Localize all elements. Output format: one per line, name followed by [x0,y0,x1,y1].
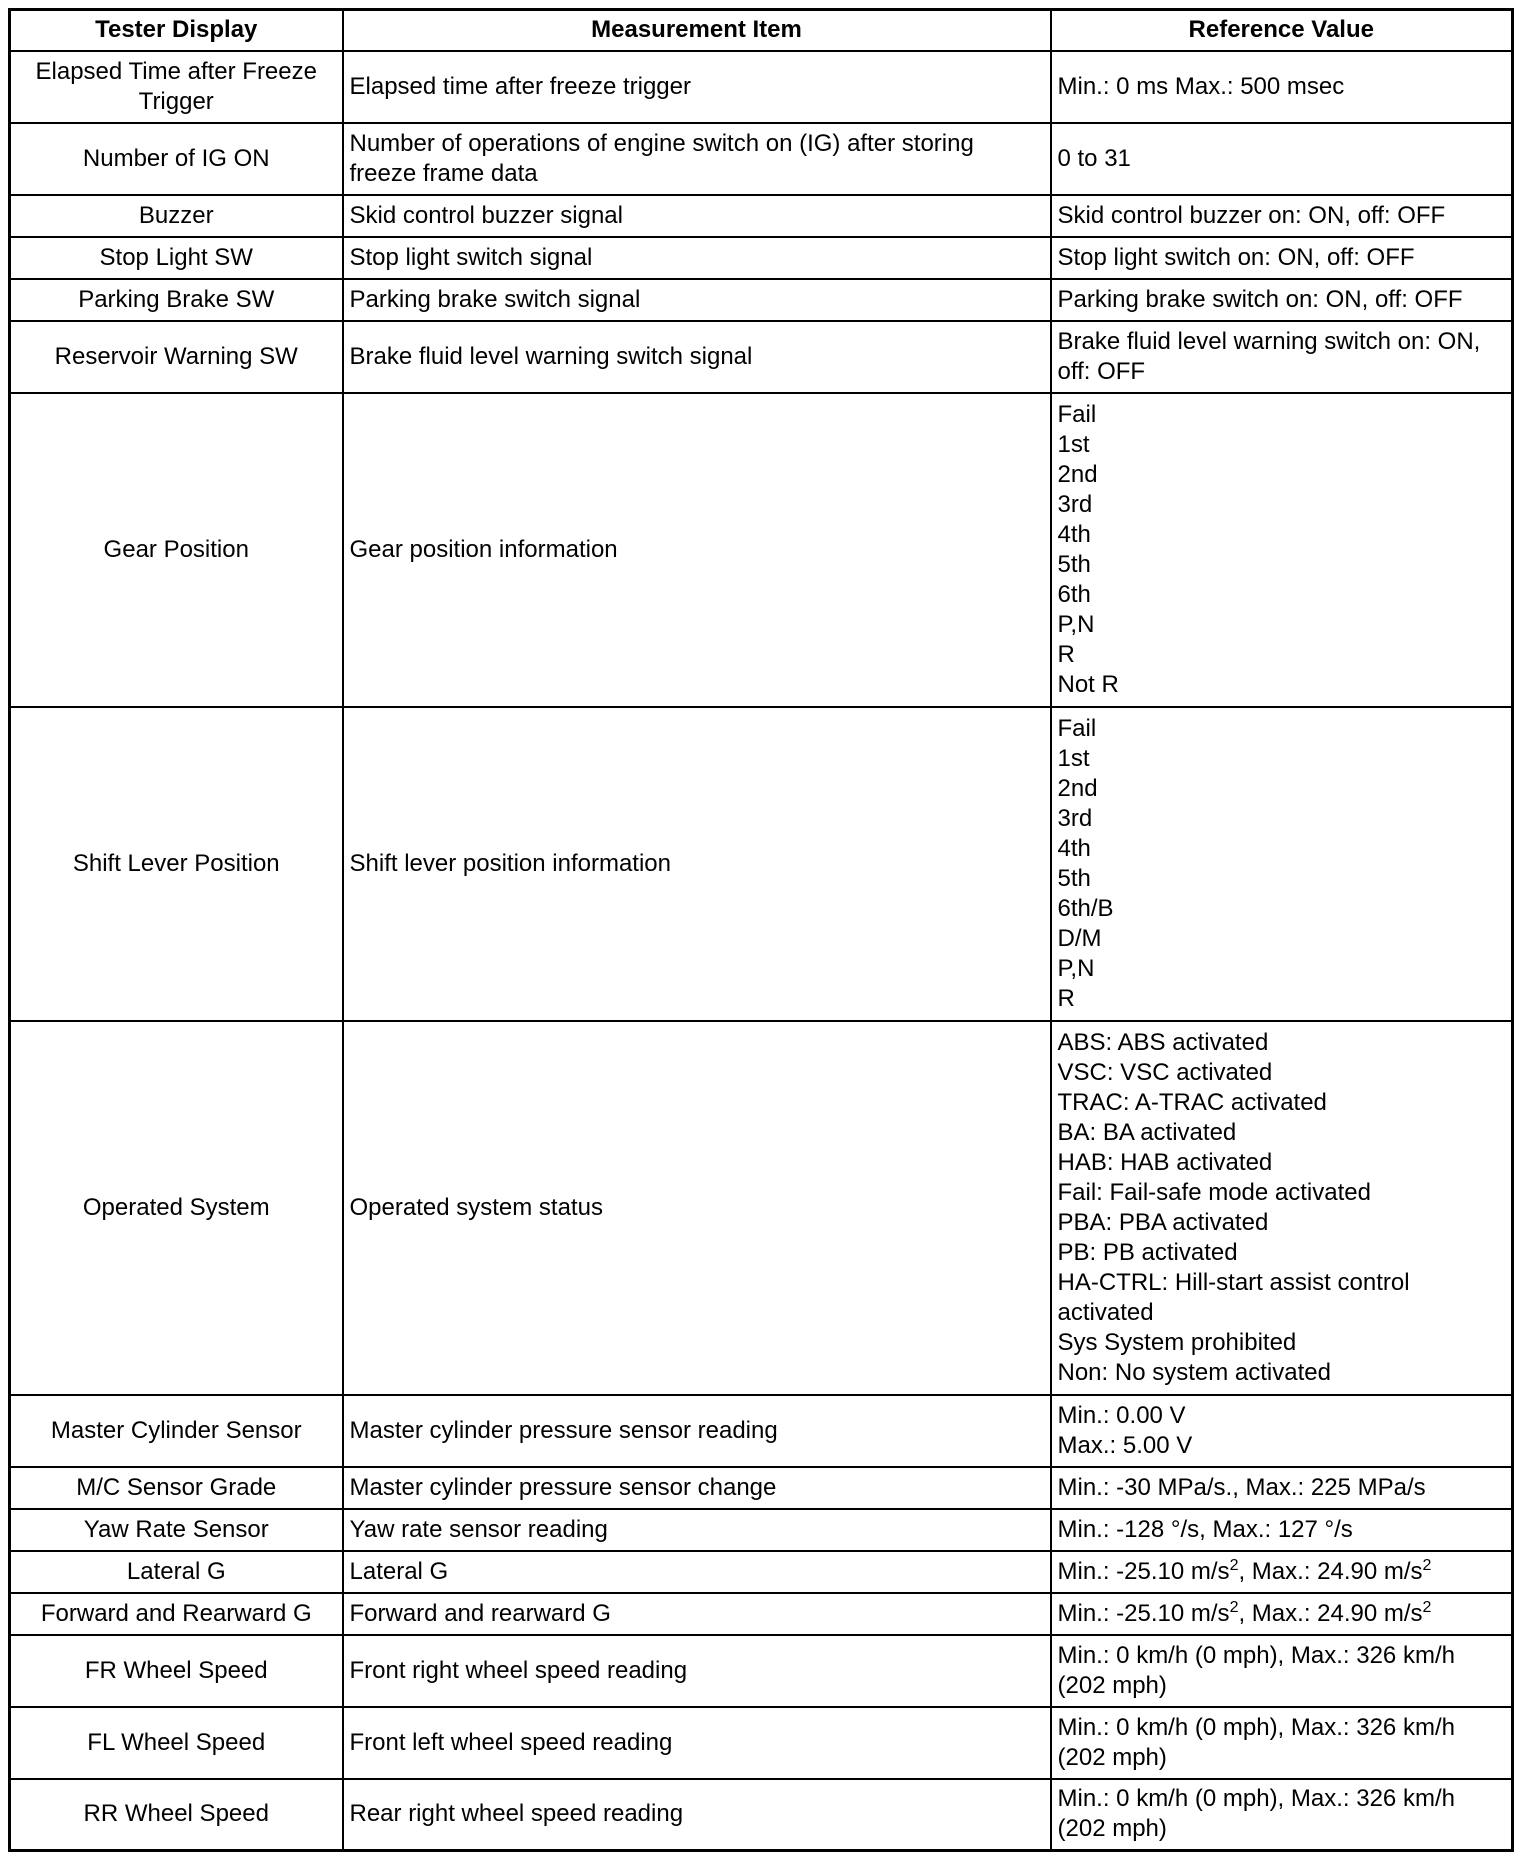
reference-value-line: P,N [1057,954,1095,982]
reference-value-line: TRAC: A-TRAC activated [1057,1088,1327,1116]
measurement-item-cell: Parking brake switch signal [343,279,1051,321]
table-row [10,321,1513,393]
table-row [10,237,1513,279]
tester-display-cell: Number of IG ON [10,123,343,195]
measurement-item-cell: Master cylinder pressure sensor change [343,1467,1051,1509]
reference-value-cell [1051,1021,1513,1395]
measurement-item-cell: Shift lever position information [343,707,1051,1021]
table-row [10,1509,1513,1551]
table-row [10,1635,1513,1707]
table-row [10,1551,1513,1593]
table-row [10,195,1513,237]
reference-value-line: 3rd [1057,490,1093,518]
reference-value-line: R [1057,640,1075,668]
reference-value-line: 2nd [1057,460,1098,488]
reference-value-line: Min.: -128 °/s, Max.: 127 °/s [1057,1515,1353,1543]
reference-value-line: PBA: PBA activated [1057,1208,1269,1236]
reference-value-line: PB: PB activated [1057,1238,1238,1266]
measurement-item-cell: Forward and rearward G [343,1593,1051,1635]
reference-value-line: D/M [1057,924,1102,952]
tester-display-cell: FL Wheel Speed [10,1707,343,1779]
table-row [10,1467,1513,1509]
reference-value-line: Sys System prohibited [1057,1328,1297,1356]
table-header-row [10,10,1513,51]
reference-value-line: 3rd [1057,804,1093,832]
reference-value-cell [1051,707,1513,1021]
tester-display-cell: Reservoir Warning SW [10,321,343,393]
tester-display-cell: Master Cylinder Sensor [10,1395,343,1467]
measurement-item-cell: Front right wheel speed reading [343,1635,1051,1707]
measurement-item-cell: Operated system status [343,1021,1051,1395]
reference-value-line: VSC: VSC activated [1057,1058,1273,1086]
measurement-item-cell: Yaw rate sensor reading [343,1509,1051,1551]
tester-display-cell: Operated System [10,1021,343,1395]
tester-display-cell: Shift Lever Position [10,707,343,1021]
measurement-item-cell: Gear position information [343,393,1051,707]
table-row [10,1395,1513,1467]
reference-value-line: Fail [1057,714,1097,742]
reference-value-cell [1051,1509,1513,1551]
header-measurement-item: Measurement Item [343,10,1051,51]
reference-value-line: 6th/B [1057,894,1114,922]
reference-value-cell [1051,123,1513,195]
reference-value-cell [1051,195,1513,237]
reference-value-line: Min.: -30 MPa/s., Max.: 225 MPa/s [1057,1473,1426,1501]
tester-display-cell: M/C Sensor Grade [10,1467,343,1509]
table-row [10,393,1513,707]
reference-value-line: 6th [1057,580,1091,608]
table-row [10,51,1513,123]
reference-value-line: Max.: 5.00 V [1057,1431,1193,1459]
reference-value-line: Min.: 0 km/h (0 mph), Max.: 326 km/h (202 mph) [1057,1641,1455,1699]
table-row [10,123,1513,195]
reference-value-line: 5th [1057,864,1091,892]
table-row [10,1593,1513,1635]
reference-value-cell [1051,1635,1513,1707]
reference-value-line: Not R [1057,670,1119,698]
table-row [10,1021,1513,1395]
reference-value-cell [1051,321,1513,393]
header-tester-display: Tester Display [10,10,343,51]
tester-display-cell: Forward and Rearward G [10,1593,343,1635]
reference-value-line: Fail [1057,400,1097,428]
measurement-item-cell: Elapsed time after freeze trigger [343,51,1051,123]
reference-value-cell [1051,1395,1513,1467]
header-reference-value: Reference Value [1051,10,1513,51]
reference-value-cell [1051,1593,1513,1635]
measurement-item-cell: Front left wheel speed reading [343,1707,1051,1779]
reference-value-cell [1051,1779,1513,1851]
reference-value-line: P,N [1057,610,1095,638]
reference-value-line: Min.: 0 ms Max.: 500 msec [1057,72,1345,100]
reference-value-line: Min.: -25.10 $m/s^2$, Max.: 24.90 $m/s^2$ [1057,1556,1432,1585]
reference-value-line: HAB: HAB activated [1057,1148,1273,1176]
reference-value-line: Parking brake switch on: ON, off: OFF [1057,285,1463,313]
reference-value-cell [1051,279,1513,321]
data-list-table [8,8,1514,1852]
reference-value-line: Min.: 0 km/h (0 mph), Max.: 326 km/h (202 mph) [1057,1713,1455,1771]
table-row [10,1779,1513,1851]
reference-value-line: 2nd [1057,774,1098,802]
reference-value-line: Brake fluid level warning switch on: ON, off: OFF [1057,327,1481,385]
reference-value-cell [1051,393,1513,707]
tester-display-cell: Gear Position [10,393,343,707]
reference-value-cell [1051,51,1513,123]
tester-display-cell: Elapsed Time after Freeze Trigger [10,51,343,123]
measurement-item-cell: Master cylinder pressure sensor reading [343,1395,1051,1467]
reference-value-line: 1st [1057,430,1090,458]
reference-value-cell [1051,1707,1513,1779]
tester-display-cell: Lateral G [10,1551,343,1593]
measurement-item-cell: Skid control buzzer signal [343,195,1051,237]
reference-value-line: Skid control buzzer on: ON, off: OFF [1057,201,1446,229]
tester-display-cell: Buzzer [10,195,343,237]
reference-value-line: Min.: -25.10 $m/s^2$, Max.: 24.90 $m/s^2$ [1057,1598,1432,1627]
reference-value-line: HA-CTRL: Hill-start assist control activated [1057,1268,1410,1326]
tester-display-cell: RR Wheel Speed [10,1779,343,1851]
reference-value-line: R [1057,984,1075,1012]
table-row [10,279,1513,321]
measurement-item-cell: Number of operations of engine switch on (IG) after storing freeze frame data [343,123,1051,195]
table-row [10,1707,1513,1779]
measurement-item-cell: Stop light switch signal [343,237,1051,279]
reference-value-line: 5th [1057,550,1091,578]
reference-value-line: Stop light switch on: ON, off: OFF [1057,243,1415,271]
reference-value-line: 0 to 31 [1057,144,1131,172]
tester-display-cell: Stop Light SW [10,237,343,279]
reference-value-cell [1051,1551,1513,1593]
reference-value-line: 1st [1057,744,1090,772]
tester-display-cell: FR Wheel Speed [10,1635,343,1707]
reference-value-line: Min.: 0 km/h (0 mph), Max.: 326 km/h (202 mph) [1057,1785,1455,1843]
measurement-item-cell: Lateral G [343,1551,1051,1593]
reference-value-line: Fail: Fail-safe mode activated [1057,1178,1371,1206]
table-row [10,707,1513,1021]
reference-value-line: ABS: ABS activated [1057,1028,1269,1056]
measurement-item-cell: Rear right wheel speed reading [343,1779,1051,1851]
tester-display-cell: Yaw Rate Sensor [10,1509,343,1551]
reference-value-cell [1051,1467,1513,1509]
reference-value-line: Min.: 0.00 V [1057,1401,1186,1429]
reference-value-cell [1051,237,1513,279]
measurement-item-cell: Brake fluid level warning switch signal [343,321,1051,393]
reference-value-line: BA: BA activated [1057,1118,1237,1146]
tester-display-cell: Parking Brake SW [10,279,343,321]
reference-value-line: Non: No system activated [1057,1358,1331,1386]
reference-value-line: 4th [1057,834,1091,862]
reference-value-line: 4th [1057,520,1091,548]
